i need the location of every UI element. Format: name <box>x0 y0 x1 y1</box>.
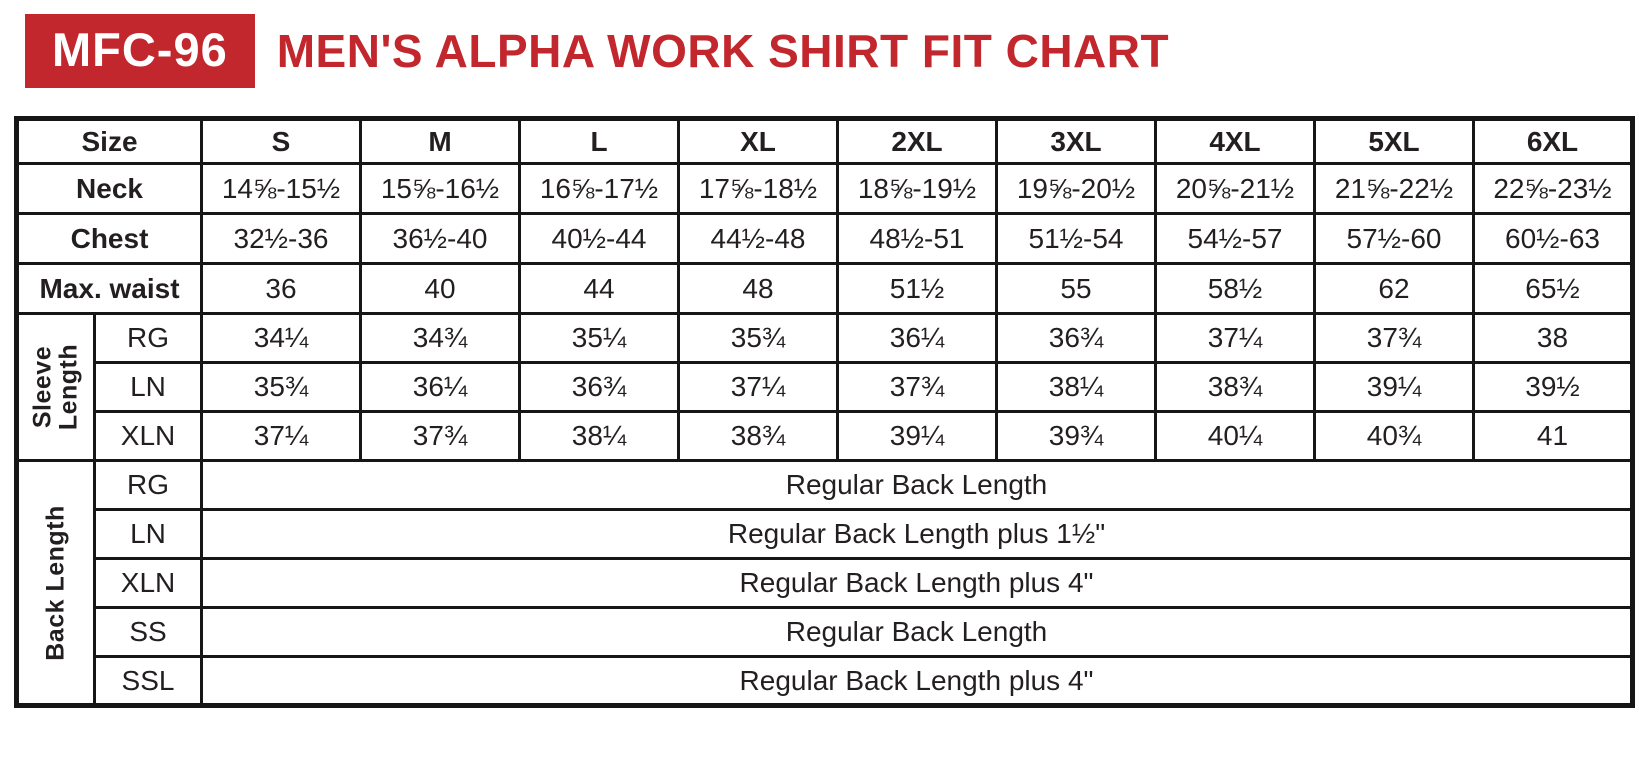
sleeve-ln-value-cell: 39½ <box>1474 363 1633 412</box>
neck-value-cell: 18⅝-19½ <box>838 164 997 214</box>
size-col-header-l: L <box>520 119 679 164</box>
neck-value-cell: 21⅝-22½ <box>1315 164 1474 214</box>
chest-value-cell: 40½-44 <box>520 214 679 264</box>
neck-value-cell: 20⅝-21½ <box>1156 164 1315 214</box>
sleeve-ln-value-cell: 37¼ <box>679 363 838 412</box>
chest-value-cell: 60½-63 <box>1474 214 1633 264</box>
fit-chart-table <box>14 116 1635 708</box>
chest-value-cell: 48½-51 <box>838 214 997 264</box>
sleeve-xln-value-cell: 37¾ <box>361 412 520 461</box>
max-waist-value-cell: 48 <box>679 264 838 314</box>
size-col-header-5xl: 5XL <box>1315 119 1474 164</box>
sleeve-length-group-label-cell <box>17 314 95 461</box>
neck-row <box>17 164 1633 214</box>
neck-row-label: Neck <box>17 164 202 214</box>
max-waist-value-cell: 65½ <box>1474 264 1633 314</box>
sleeve-ln-value-cell: 37¾ <box>838 363 997 412</box>
back-ssl-row <box>17 657 1633 706</box>
sleeve-ln-label: LN <box>95 363 202 412</box>
back-xln-row <box>17 559 1633 608</box>
corner-label: Size <box>17 119 202 164</box>
chest-row <box>17 214 1633 264</box>
chest-value-cell: 36½-40 <box>361 214 520 264</box>
back-ssl-text: Regular Back Length plus 4" <box>202 657 1633 706</box>
sleeve-rg-value-cell: 37¾ <box>1315 314 1474 363</box>
max-waist-value-cell: 55 <box>997 264 1156 314</box>
neck-value-cell: 17⅝-18½ <box>679 164 838 214</box>
back-xln-text: Regular Back Length plus 4" <box>202 559 1633 608</box>
sleeve-rg-value-cell: 36¾ <box>997 314 1156 363</box>
neck-value-cell: 16⅝-17½ <box>520 164 679 214</box>
back-ss-label: SS <box>95 608 202 657</box>
max-waist-value-cell: 44 <box>520 264 679 314</box>
back-ss-text: Regular Back Length <box>202 608 1633 657</box>
size-col-header-xl: XL <box>679 119 838 164</box>
back-ssl-label: SSL <box>95 657 202 706</box>
chest-value-cell: 51½-54 <box>997 214 1156 264</box>
sleeve-xln-value-cell: 41 <box>1474 412 1633 461</box>
sleeve-ln-value-cell: 36¼ <box>361 363 520 412</box>
sleeve-xln-value-cell: 40¼ <box>1156 412 1315 461</box>
sleeve-xln-row <box>17 412 1633 461</box>
sleeve-rg-value-cell: 36¼ <box>838 314 997 363</box>
neck-value-cell: 19⅝-20½ <box>997 164 1156 214</box>
back-xln-label: XLN <box>95 559 202 608</box>
sleeve-rg-value-cell: 38 <box>1474 314 1633 363</box>
chest-value-cell: 44½-48 <box>679 214 838 264</box>
size-col-header-6xl: 6XL <box>1474 119 1633 164</box>
size-col-header-s: S <box>202 119 361 164</box>
back-length-group-label: Back Length <box>41 504 70 661</box>
sleeve-rg-value-cell: 34¾ <box>361 314 520 363</box>
back-rg-row <box>17 461 1633 510</box>
neck-value-cell: 15⅝-16½ <box>361 164 520 214</box>
size-col-header-3xl: 3XL <box>997 119 1156 164</box>
chest-row-label: Chest <box>17 214 202 264</box>
chest-value-cell: 32½-36 <box>202 214 361 264</box>
size-col-header-m: M <box>361 119 520 164</box>
sleeve-xln-value-cell: 40¾ <box>1315 412 1474 461</box>
sleeve-rg-value-cell: 34¼ <box>202 314 361 363</box>
sleeve-rg-row <box>17 314 1633 363</box>
page-title: MEN'S ALPHA WORK SHIRT FIT CHART <box>276 25 1170 77</box>
max-waist-value-cell: 51½ <box>838 264 997 314</box>
size-header-row <box>17 119 1633 164</box>
sleeve-xln-value-cell: 39¼ <box>838 412 997 461</box>
back-length-group-label-cell <box>17 461 95 706</box>
back-rg-text: Regular Back Length <box>202 461 1633 510</box>
sleeve-length-group-label: Sleeve Length <box>28 343 82 431</box>
size-col-header-2xl: 2XL <box>838 119 997 164</box>
back-ln-label: LN <box>95 510 202 559</box>
sleeve-ln-value-cell: 38¼ <box>997 363 1156 412</box>
sleeve-rg-label: RG <box>95 314 202 363</box>
chest-value-cell: 54½-57 <box>1156 214 1315 264</box>
neck-value-cell: 14⅝-15½ <box>202 164 361 214</box>
sleeve-ln-value-cell: 38¾ <box>1156 363 1315 412</box>
neck-value-cell: 22⅝-23½ <box>1474 164 1633 214</box>
max-waist-row-label: Max. waist <box>17 264 202 314</box>
sleeve-ln-row <box>17 363 1633 412</box>
back-ln-row <box>17 510 1633 559</box>
sleeve-xln-value-cell: 38¾ <box>679 412 838 461</box>
sleeve-ln-value-cell: 36¾ <box>520 363 679 412</box>
title-bar <box>25 14 1630 88</box>
max-waist-value-cell: 62 <box>1315 264 1474 314</box>
sleeve-xln-value-cell: 37¼ <box>202 412 361 461</box>
sleeve-rg-value-cell: 37¼ <box>1156 314 1315 363</box>
product-code-badge: MFC-96 <box>25 14 255 88</box>
back-ln-text: Regular Back Length plus 1½" <box>202 510 1633 559</box>
sleeve-ln-value-cell: 35¾ <box>202 363 361 412</box>
max-waist-value-cell: 40 <box>361 264 520 314</box>
chest-value-cell: 57½-60 <box>1315 214 1474 264</box>
sleeve-xln-label: XLN <box>95 412 202 461</box>
sleeve-rg-value-cell: 35¾ <box>679 314 838 363</box>
sleeve-ln-value-cell: 39¼ <box>1315 363 1474 412</box>
sleeve-xln-value-cell: 38¼ <box>520 412 679 461</box>
sleeve-rg-value-cell: 35¼ <box>520 314 679 363</box>
max-waist-value-cell: 58½ <box>1156 264 1315 314</box>
size-col-header-4xl: 4XL <box>1156 119 1315 164</box>
back-ss-row <box>17 608 1633 657</box>
back-rg-label: RG <box>95 461 202 510</box>
max-waist-value-cell: 36 <box>202 264 361 314</box>
max-waist-row <box>17 264 1633 314</box>
sleeve-xln-value-cell: 39¾ <box>997 412 1156 461</box>
